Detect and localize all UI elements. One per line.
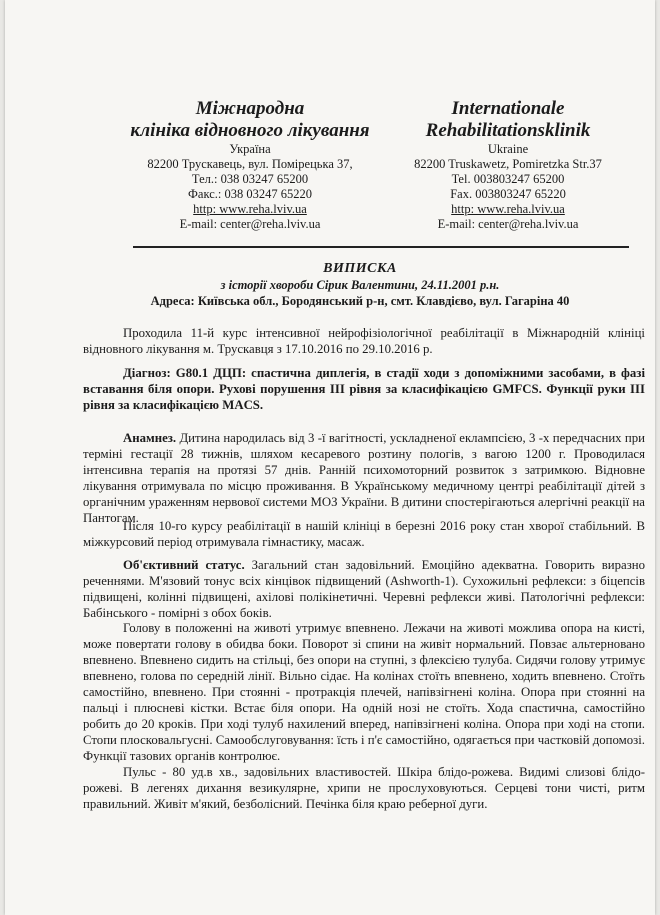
fax-ua: Факс.: 038 03247 65220 — [188, 187, 312, 201]
document-subtitle: з історії хвороби Сірик Валентини, 24.11.2001 р.н. — [220, 278, 500, 292]
phone-ua: Тел.: 038 03247 65200 — [191, 172, 309, 186]
website-ua[interactable]: http: www.reha.lviv.ua — [193, 202, 307, 216]
clinic-name-ua-line1: Міжнародна — [195, 98, 305, 119]
fax-de: Fax. 003803247 65220 — [450, 187, 566, 201]
header-left — [125, 98, 375, 232]
clinic-name-de-line1: Internationale — [451, 98, 565, 119]
clinic-name-ua-line2: клініка відновного лікування — [130, 120, 370, 141]
address-ua: 82200 Трускавець, вул. Помірецька 37, — [147, 157, 353, 171]
anamnesis-text: Дитина народилась від 3 -ї вагітності, ускладненої еклампсією, 3 -х передчасних при терміні гестації 28 тижнів, шляхом кесаревого розтину пологів, з вагою 1200 г. Проводилася інтенсивна терапія на протязі 57 днів. Ранній психомоторний розвиток з затримкою. Відновне лікування отримувала по місцю проживання. В Українському медичному центрі реабілітації дітей з органічним ураженням нервової системи МОЗ України. В дитини спостерігаються алергічні реакції на Пантогам. — [83, 431, 645, 525]
clinic-name-de-line2: Rehabilitationsklinik — [425, 120, 591, 141]
vitals-paragraph: Пульс - 80 уд.в хв., задовільних властивостей. Шкіра блідо-рожева. Видимі слизові блідо-рожеві. В легенях дихання везикулярне, хрипи не прослуховуються. Серцеві тони чисті, ритм правильний. Живіт м'який, безболісний. Печінка біля краю реберної дуги. — [83, 765, 645, 811]
email-ua[interactable]: E-mail: center@reha.lviv.ua — [179, 217, 321, 231]
document-title: ВИПИСКА — [323, 261, 397, 276]
objective-text: Загальний стан задовільний. Емоційно адекватна. Говорить виразно реченнями. М'язовий тонус всіх кінцівок підвищений (Ashworth-1). Сухожильні рефлекси: з біцепсів підвищені, колінні підвищені, ахілові полікінетичні. Черевні рефлекси живі. Патологічні рефлекси: Бабінського - помірні з обох боків. — [83, 558, 645, 620]
country-ua: Україна — [229, 142, 271, 156]
anamnesis-paragraph — [83, 430, 645, 526]
patient-address: Адреса: Київська обл., Бородянський р-н, смт. Клавдієво, вул. Гагаріна 40 — [150, 294, 570, 308]
motor-paragraph: Голову в положенні на животі утримує впевнено. Лежачи на животі можлива опора на кисті, може повертати голову в обидва боки. Поворот зі спини на живіт нормальний. Повзає альтерновано впевнено. Впевнено сидить на стільці, без опори на ступні, з флексією тулуба. Сидячи голову утримує впевнено, голова по середній лінії. Вільно сідає. На колінах стоїть впевнено, ходить впевнено. Стоїть самостійно, впевнено. При стоянні - протракція плечей, напівзігнені коліна. Опора при стоянні на пальці і плюсневі кістки. Встає біля опори. На одній нозі не стоїть. Хода спастична, самостійно робить до 20 кроків. При ході тулуб нахилений вперед, напівзігнені коліна. Опора при ході на стопи. Стопи плосковальгусні. Самообслуговування: їсть і п'є самостійно, одягається при частковій допомозі. Функції тазових органів контролює. — [83, 621, 645, 763]
after-course-paragraph: Після 10-го курсу реабілітації в нашій клініці в березні 2016 року стан хворої стабільний. В міжкурсовий період отримувала гімнастику, масаж. — [83, 519, 645, 549]
document-page — [5, 0, 655, 915]
diagnosis-paragraph: Діагноз: G80.1 ДЦП: спастична диплегія, в стадії ходи з допоміжними засобами, в фазі вставання біля опори. Рухові порушення ІІІ рівня за класифікацією GMFCS. Функції руки ІІІ рівня за класифікацією MACS. — [83, 366, 645, 412]
country-de: Ukraine — [487, 142, 529, 156]
header-right — [393, 98, 623, 232]
objective-label: Об'єктивний статус. — [123, 558, 245, 572]
objective-paragraph — [83, 557, 645, 621]
phone-de: Tel. 003803247 65200 — [451, 172, 565, 186]
intro-paragraph: Проходила 11-й курс інтенсивної нейрофізіологічної реабілітації в Міжнародній клініці відновного лікування м. Трускавця з 17.10.2016 по 29.10.2016 р. — [83, 326, 645, 356]
email-de[interactable]: E-mail: center@reha.lviv.ua — [437, 217, 579, 231]
address-de: 82200 Truskawetz, Pomiretzka Str.37 — [414, 157, 602, 171]
anamnesis-label: Анамнез. — [123, 431, 177, 445]
website-de[interactable]: http: www.reha.lviv.ua — [451, 202, 565, 216]
header-divider — [133, 246, 629, 248]
